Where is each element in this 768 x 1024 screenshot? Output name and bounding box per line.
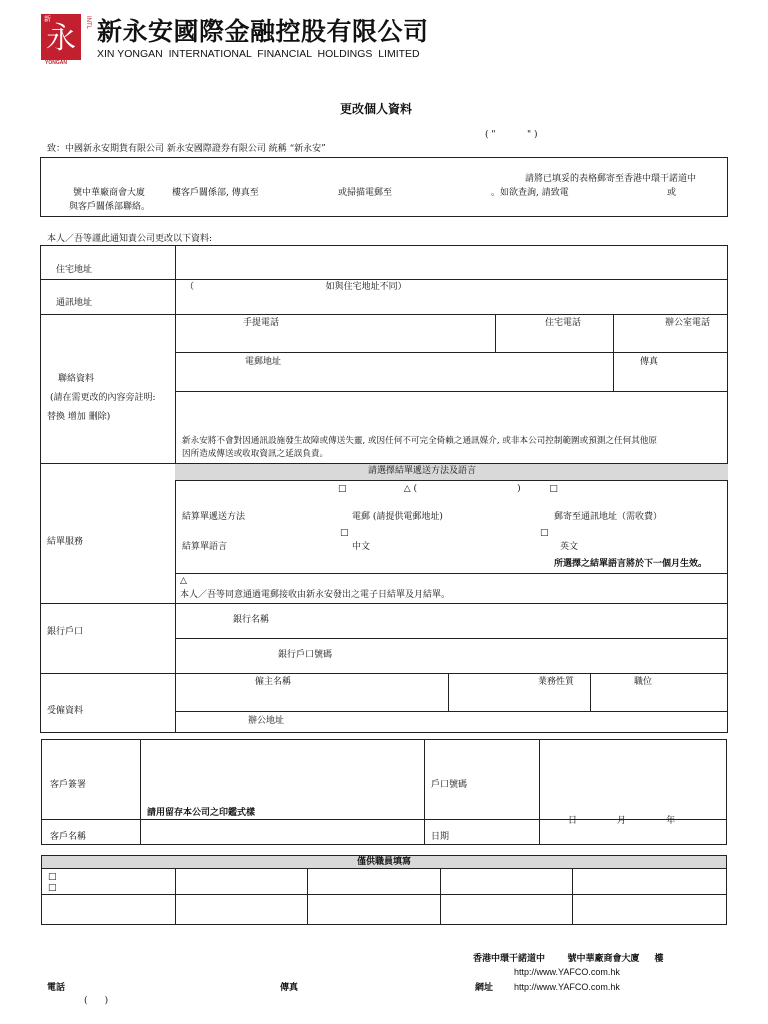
company-name-cn: 新永安國際金融控股有限公司 (97, 18, 429, 46)
to-line: 致：中國新永安期貨有限公司 新永安國際證券有限公司 統稱 “新永安” (47, 144, 326, 154)
notice-line3: 與客戶關係部聯絡。 (69, 202, 151, 212)
footer-phone-paren: ( ) (84, 996, 109, 1006)
consent-triangle[interactable]: △ (180, 576, 187, 586)
quote-marks: ( " " ) (485, 130, 538, 140)
notice-line2b: 樓客戶關係部, 傳真至 (172, 188, 259, 198)
client-name-label: 客戶名稱 (50, 832, 87, 842)
account-no-label: 戶口號碼 (431, 780, 468, 790)
contact-section-label: 聯絡資料 (58, 374, 95, 384)
footer-phone-label: 電話 (47, 982, 66, 992)
company-name-en: XIN YONGAN INTERNATIONAL FINANCIAL HOLDINGS LIMITED (97, 48, 420, 60)
footer-web-label: 網址 (475, 982, 494, 992)
lang-cn-checkbox[interactable]: □ (340, 528, 349, 538)
client-signature-label: 客戶簽署 (50, 780, 87, 790)
client-name-field[interactable] (142, 821, 423, 844)
notice-line1: 請將已填妥的表格郵寄至香港中環干諾道中 (525, 174, 697, 184)
bank-name-label: 銀行名稱 (233, 615, 270, 625)
employer-label: 僱主名稱 (255, 677, 292, 687)
staff-use-title: 僅供職員填寫 (356, 856, 411, 866)
bank-section-label: 銀行戶口 (47, 627, 84, 637)
home-phone-field[interactable] (497, 331, 611, 351)
company-logo (41, 14, 91, 64)
business-label: 業務性質 (538, 677, 575, 687)
lang-en-option[interactable]: 英文 (560, 542, 579, 552)
method-label: 結算單遞送方法 (182, 512, 246, 522)
logo-small-top: 新 (44, 15, 51, 23)
fax-label: 傳真 (640, 357, 659, 367)
notice-line2a: 號中華廠商會大廈 (73, 188, 146, 198)
logo-mark: 永 (46, 21, 76, 56)
contact-note-2: 替換 增加 刪除) (47, 412, 111, 422)
consent-text: 本人／吾等同意通過電郵接收由新永安發出之電子日結單及月結單。 (180, 590, 451, 600)
bank-account-field[interactable] (350, 640, 726, 672)
account-no-field[interactable] (541, 741, 726, 818)
footer-url-1[interactable]: http://www.YAFCO.com.hk (514, 967, 620, 977)
business-field[interactable] (450, 690, 588, 710)
disclaimer-line1: 新永安將不會對因通訊設施發生故障或傳送失靈, 或因任何不可完全倚賴之通訊媒介, 或非本公司控制範圍或預測之任何其他原 (182, 436, 657, 446)
lang-effective-note: 所選擇之結單語言將於下一個月生效。 (554, 558, 708, 568)
method-email-option[interactable]: 電郵 (請提供電郵地址) (352, 512, 443, 522)
method-checkbox-row[interactable]: □ △ ( ) □ (338, 484, 558, 494)
statement-band-label: 請選擇結單遞送方法及語言 (368, 466, 477, 476)
email-label: 電郵地址 (245, 357, 282, 367)
employment-section-label: 受僱資料 (47, 706, 84, 716)
home-phone-label: 住宅電話 (545, 318, 582, 328)
office-phone-label: 辦公室電話 (665, 318, 711, 328)
notice-line2c: 或掃描電郵至 (338, 188, 393, 198)
lang-label: 結算單語言 (182, 542, 228, 552)
date-label: 日期 (431, 832, 450, 842)
intro-text: 本人／吾等謹此通知貴公司更改以下資料: (47, 234, 213, 244)
date-fields[interactable]: 日 月 年 (568, 816, 676, 826)
statement-section-label: 結單服務 (47, 537, 84, 547)
form-title: 更改個人資料 (340, 102, 413, 116)
email-field[interactable] (177, 370, 611, 390)
notice-line2d: 。如欲查詢, 請致電 (491, 188, 569, 198)
notice-line2e: 或 (667, 188, 677, 198)
logo-yongan: YONGAN (45, 60, 67, 66)
office-address-label: 辦公地址 (248, 716, 285, 726)
footer-fax-label: 傳真 (280, 982, 299, 992)
logo-intl: INTL (85, 16, 91, 30)
office-address-field[interactable] (310, 712, 726, 732)
mobile-field[interactable] (177, 331, 493, 351)
footer-address: 香港中環干諾道中 號中華廠商會大廈 樓 (473, 953, 664, 963)
position-label: 職位 (634, 677, 653, 687)
correspondence-address-field[interactable] (177, 294, 726, 313)
client-signature-field[interactable] (142, 741, 423, 803)
bank-name-field[interactable] (290, 605, 726, 637)
correspondence-address-label: 通訊地址 (56, 298, 93, 308)
residential-address-label: 住宅地址 (56, 265, 93, 275)
staff-checkbox-1[interactable]: □ (48, 872, 57, 882)
chop-note: 請用留存本公司之印鑑式樣 (147, 807, 256, 817)
employer-field[interactable] (177, 690, 446, 710)
fax-field[interactable] (615, 370, 726, 390)
mobile-label: 手提電話 (243, 318, 280, 328)
bank-account-label: 銀行戶口號碼 (278, 650, 333, 660)
staff-checkbox-2[interactable]: □ (48, 883, 57, 893)
lang-en-checkbox[interactable]: □ (540, 528, 549, 538)
disclaimer-line2: 因所造成傳送或收取資訊之延誤負責。 (182, 449, 329, 459)
footer-url-2[interactable]: http://www.YAFCO.com.hk (514, 982, 620, 992)
residential-address-field[interactable] (177, 247, 726, 278)
method-post-option[interactable]: 郵寄至通訊地址（需收費） (554, 512, 663, 522)
lang-cn-option[interactable]: 中文 (352, 542, 371, 552)
contact-note-1: (請在需更改的內容旁註明: (50, 393, 156, 403)
position-field[interactable] (592, 690, 726, 710)
if-different-note: （ 如與住宅地址不同） (185, 282, 407, 292)
office-phone-field[interactable] (615, 331, 726, 351)
